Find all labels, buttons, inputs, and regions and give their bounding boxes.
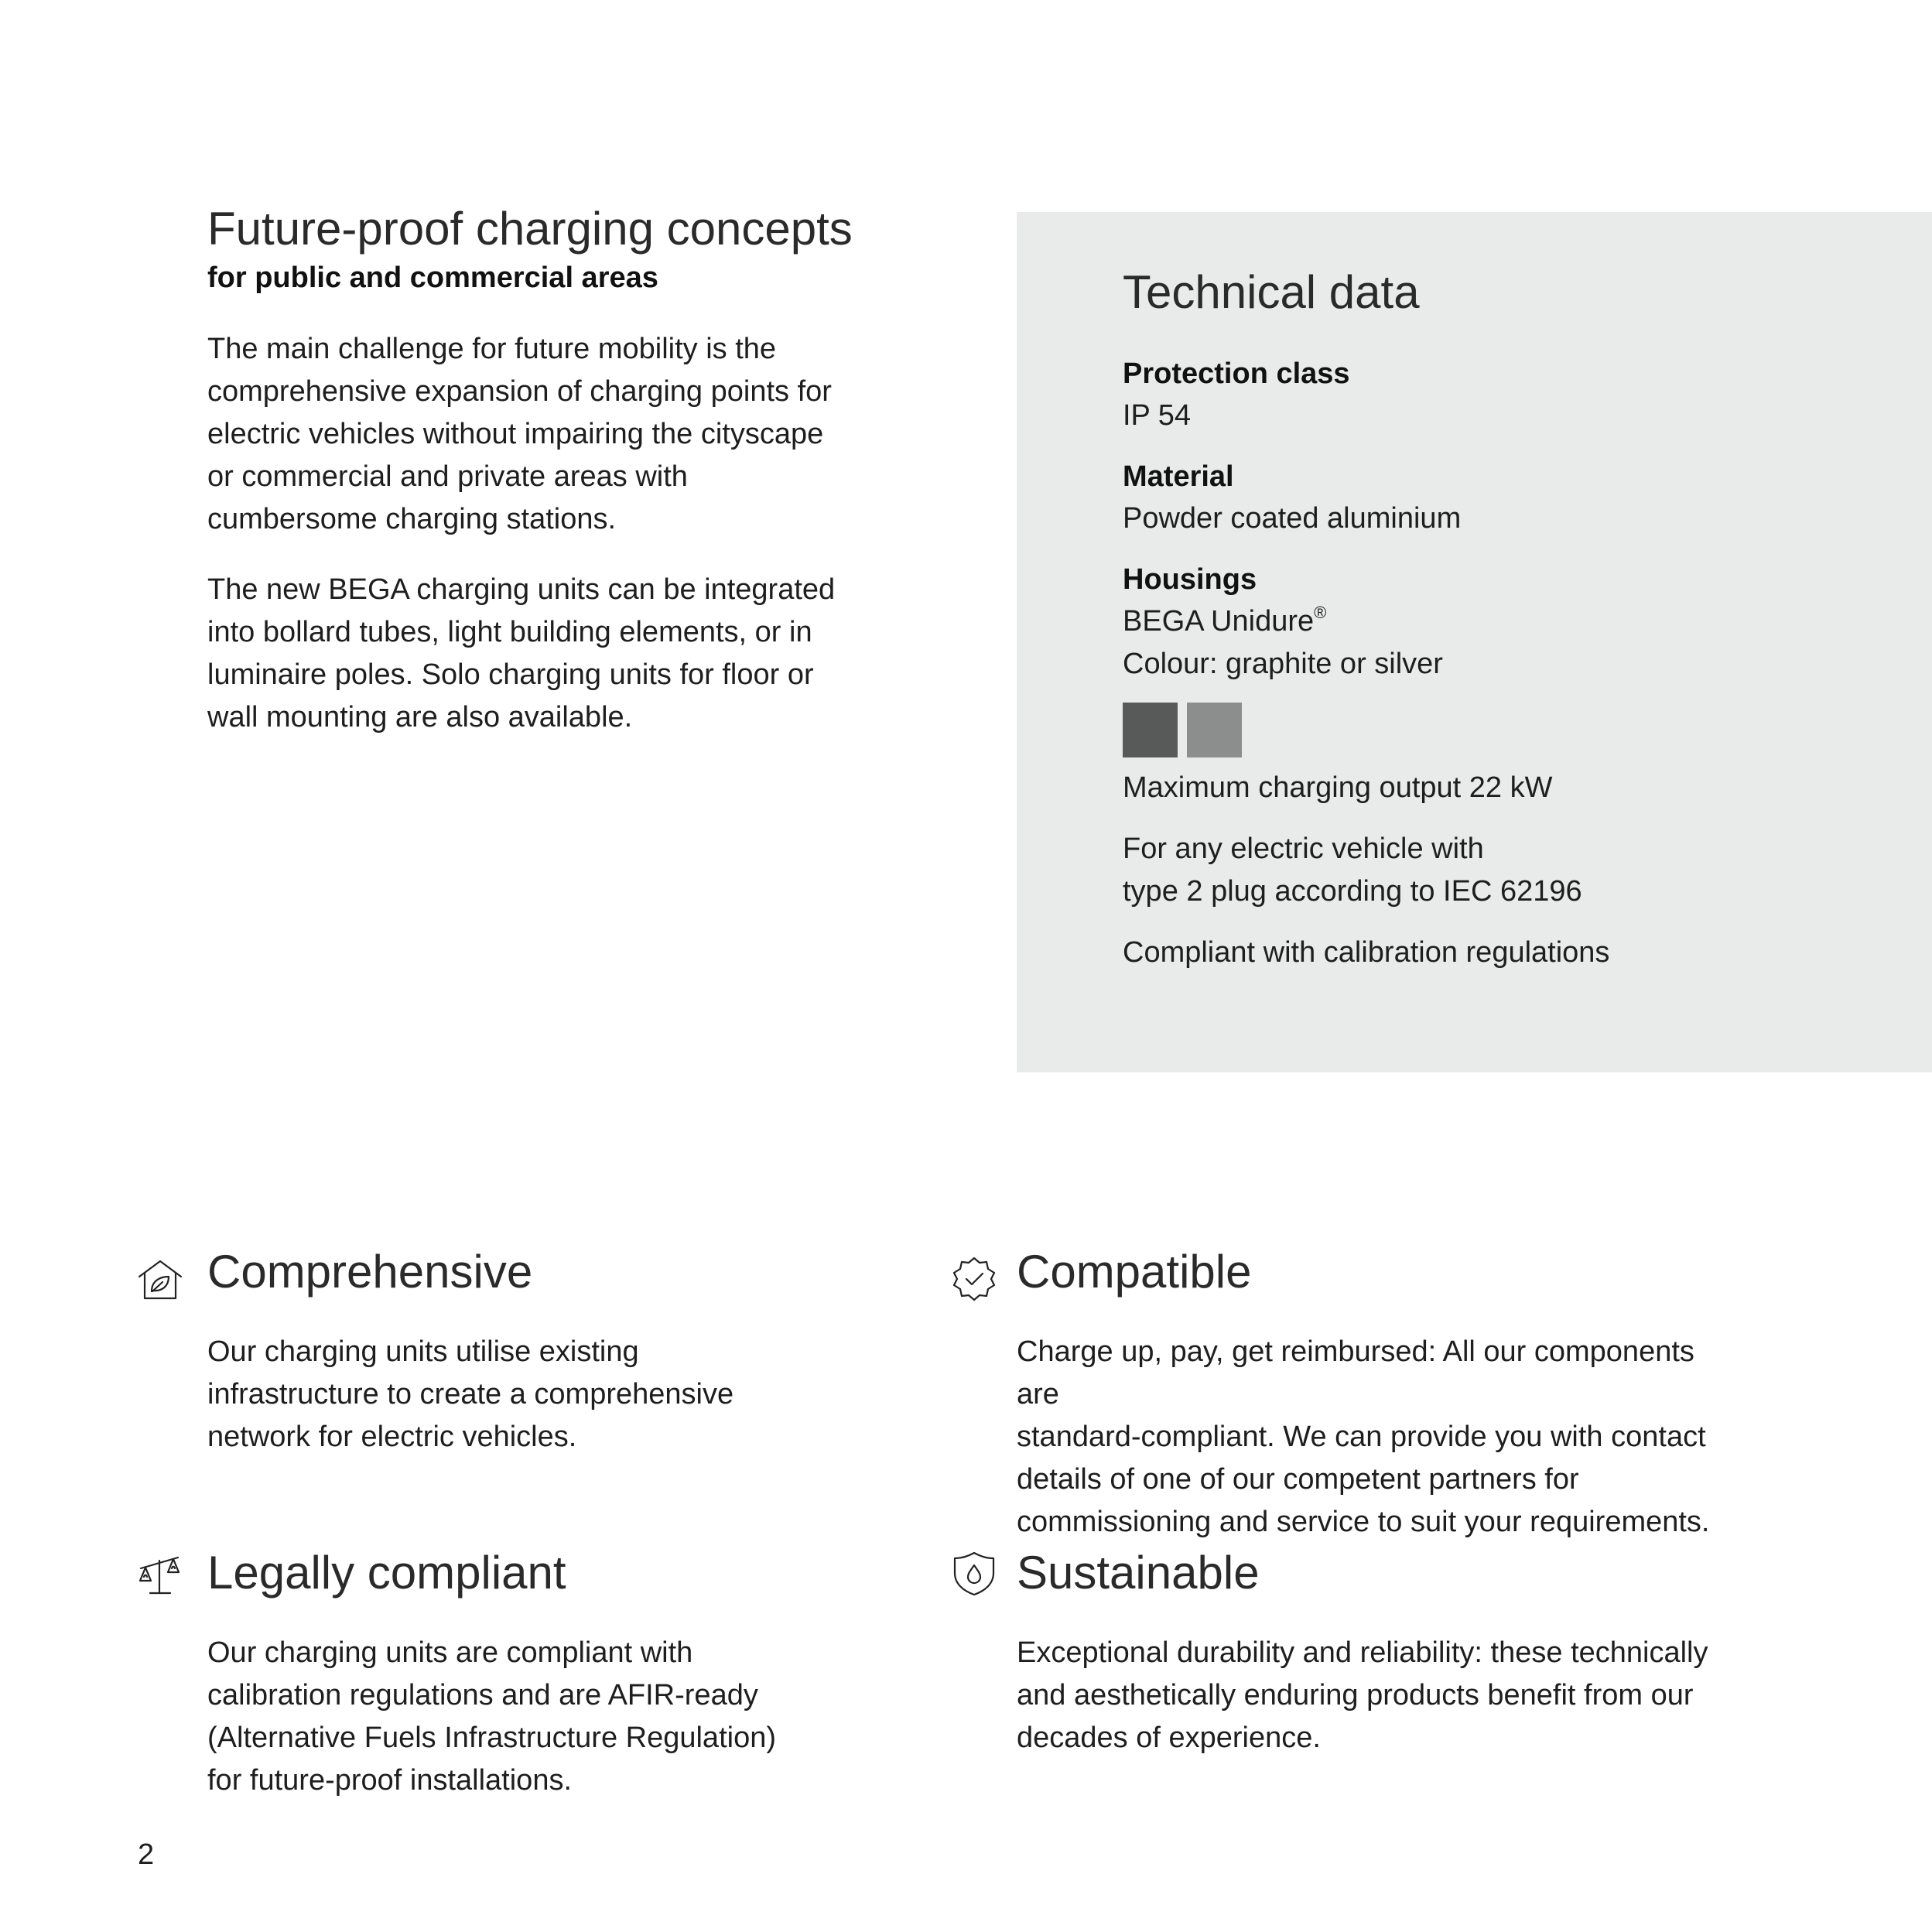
text-line: decades of experience. — [1017, 1722, 1321, 1754]
intro-paragraph-1 — [207, 328, 904, 541]
feature-description — [1017, 1632, 1744, 1759]
spec-protection-class — [1123, 353, 1896, 437]
feature-legally-compliant — [207, 1544, 935, 1802]
text-line: or commercial and private areas with — [207, 460, 688, 493]
swatch-silver — [1187, 703, 1242, 757]
text-line: calibration regulations and are AFIR-ready — [207, 1679, 758, 1711]
feature-compatible — [1017, 1243, 1744, 1544]
text-line: Charge up, pay, get reimbursed: All our components are — [1017, 1335, 1694, 1411]
intro-section — [207, 200, 904, 767]
feature-title: Legally compliant — [207, 1547, 566, 1599]
colour-swatches — [1123, 703, 1896, 757]
feature-comprehensive — [207, 1243, 935, 1458]
text-line: luminaire poles. Solo charging units for floor or — [207, 658, 814, 691]
text-line: electric vehicles without impairing the cityscape — [207, 418, 824, 450]
feature-title: Sustainable — [1017, 1547, 1260, 1599]
text-line: Our charging units are compliant with — [207, 1636, 693, 1669]
text-line: commissioning and service to suit your requirements. — [1017, 1506, 1710, 1538]
spec-value — [1123, 600, 1896, 643]
spec-material — [1123, 456, 1896, 540]
feature-title: Compatible — [1017, 1246, 1252, 1298]
max-charging-output: Maximum charging output 22 kW — [1123, 771, 1553, 804]
shield-drop-icon — [950, 1550, 998, 1598]
feature-sustainable — [1017, 1544, 1744, 1759]
spec-value: Powder coated aluminium — [1123, 502, 1462, 535]
text-line: The main challenge for future mobility is the — [207, 333, 777, 365]
spec-label: Material — [1123, 460, 1234, 493]
text-line: infrastructure to create a comprehensive — [207, 1378, 734, 1411]
spec-label: Protection class — [1123, 357, 1350, 390]
text-line: for future-proof installations. — [207, 1764, 573, 1797]
feature-description — [207, 1632, 935, 1802]
housings-brand: BEGA Unidure — [1123, 605, 1315, 638]
text-line: into bollard tubes, light building elements, or in — [207, 616, 812, 648]
spec-housings — [1123, 559, 1896, 686]
house-leaf-icon — [136, 1255, 184, 1303]
technical-data-title: Technical data — [1123, 266, 1420, 318]
intro-paragraph-2 — [207, 569, 904, 739]
text-line: Our charging units utilise existing — [207, 1335, 639, 1368]
text-line: standard-compliant. We can provide you with contact — [1017, 1421, 1706, 1453]
spec-value: IP 54 — [1123, 399, 1192, 432]
intro-subtitle: for public and commercial areas — [207, 262, 658, 294]
feature-description — [207, 1331, 935, 1458]
text-line: network for electric vehicles. — [207, 1421, 577, 1453]
text-line: wall mounting are also available. — [207, 701, 633, 733]
text-line: and aesthetically enduring products benefit from our — [1017, 1679, 1694, 1711]
badge-check-icon — [950, 1255, 998, 1303]
feature-title: Comprehensive — [207, 1246, 533, 1298]
spec-value: Colour: graphite or silver — [1123, 648, 1443, 680]
technical-data-panel — [1017, 212, 1932, 1072]
spec-label: Housings — [1123, 563, 1257, 596]
calibration-compliance: Compliant with calibration regulations — [1123, 936, 1610, 969]
scales-icon — [136, 1550, 184, 1598]
text-line: details of one of our competent partners for — [1017, 1463, 1579, 1496]
text-line: The new BEGA charging units can be integrated — [207, 573, 836, 606]
text-line: comprehensive expansion of charging points for — [207, 375, 832, 408]
text-line: cumbersome charging stations. — [207, 503, 617, 535]
feature-description — [1017, 1331, 1744, 1544]
text-line: (Alternative Fuels Infrastructure Regulation) — [207, 1722, 776, 1754]
text-line: Exceptional durability and reliability: these technically — [1017, 1636, 1708, 1669]
page-number: 2 — [138, 1838, 155, 1871]
text-line: For any electric vehicle with — [1123, 833, 1484, 865]
vehicle-compatibility — [1123, 828, 1896, 913]
intro-title: Future-proof charging concepts — [207, 203, 853, 255]
registered-mark: ® — [1314, 603, 1327, 622]
swatch-graphite — [1123, 703, 1178, 757]
text-line: type 2 plug according to IEC 62196 — [1123, 875, 1582, 908]
